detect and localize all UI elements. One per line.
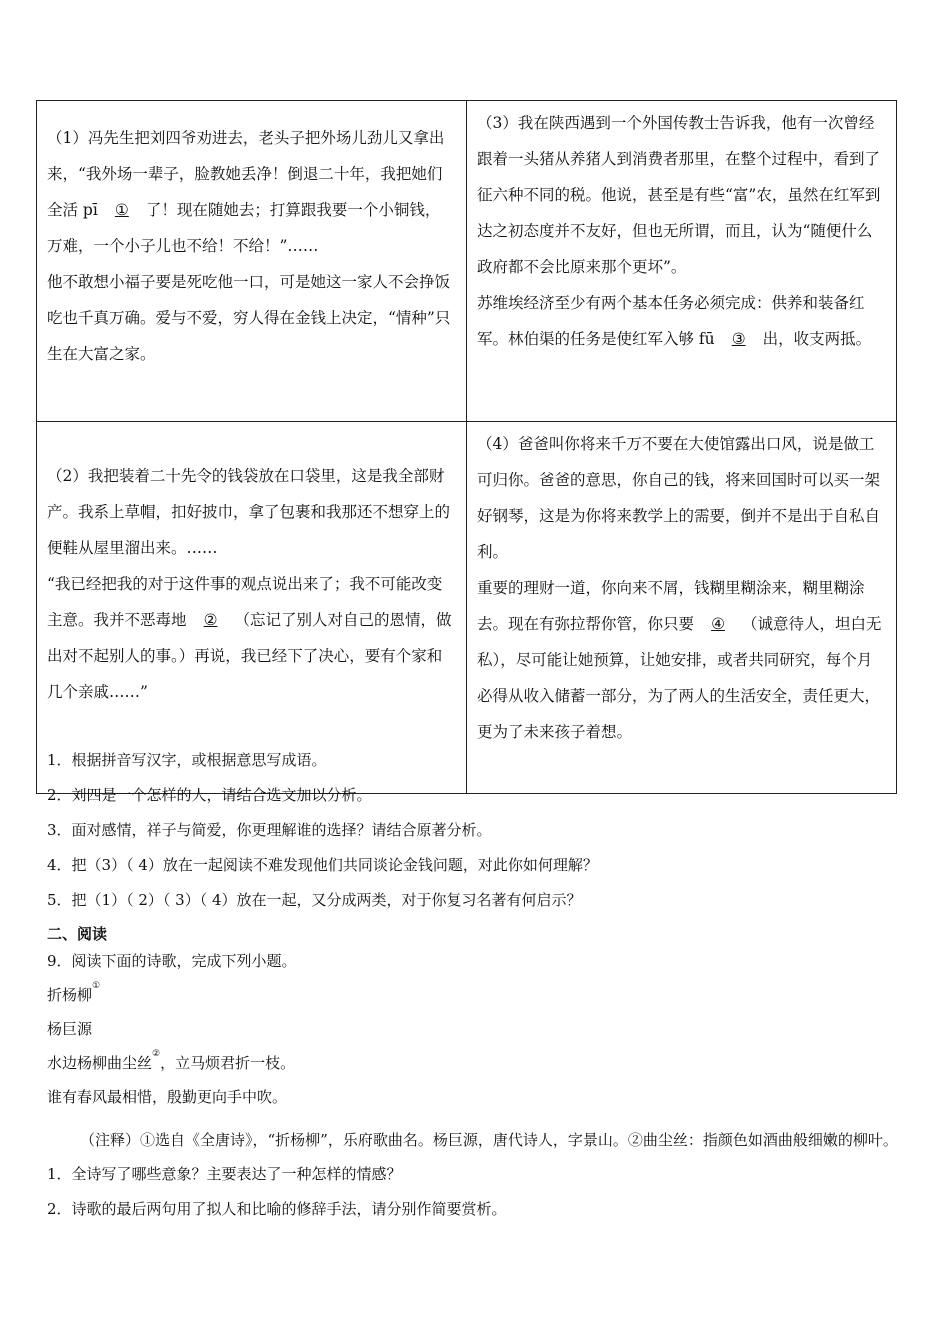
passage-cell-3 xyxy=(467,101,897,422)
poem-line-1b: ，立马烦君折一枝。 xyxy=(160,1054,296,1072)
question-item: 3．面对感情，祥子与简爱，你更理解谁的选择？请结合原著分析。 xyxy=(47,821,492,839)
blank-4: ④ xyxy=(711,615,725,633)
passage-table xyxy=(36,100,897,794)
table-row xyxy=(37,422,897,794)
question-item: 2．刘四是一个怎样的人，请结合选文加以分析。 xyxy=(47,786,372,804)
table-row xyxy=(37,101,897,422)
poem-annotation: （注释）①选自《全唐诗》，“折杨柳”，乐府歌曲名。杨巨源，唐代诗人，字景山。②曲尘丝：指颜色如酒曲般细嫩的柳叶。 xyxy=(80,1131,898,1149)
poem-title-text: 折杨柳 xyxy=(47,986,93,1004)
passage-4-text-c: （诚意待人，坦白无私），尽可能让她预算，让她安排，或者共同研究，每个月必得从收入储蓄一部分，为了两人的生活安全，责任更大，更为了未来孩子着想。 xyxy=(477,615,882,741)
passage-1-text-a: （1）冯先生把刘四爷劝进去，老头子把外场儿劲儿又拿出来，“我外场一辈子，脸教她丢净！倒退二十年，我把她们全活 pī xyxy=(47,129,445,219)
poem-author: 杨巨源 xyxy=(47,1020,93,1038)
blank-3: ③ xyxy=(731,330,746,348)
passage-2-text-c: （忘记了别人对自己的恩情，做出对不起别人的事。）再说，我已经下了决心，要有个家和几个亲戚……” xyxy=(47,611,452,701)
passage-cell-2 xyxy=(37,422,467,794)
poem-line-1a: 水边杨柳曲尘丝 xyxy=(47,1054,153,1072)
poem-line-1 xyxy=(47,1049,917,1083)
passage-1-text-c: 他不敢想小福子要是死吃他一口，可是她这一家人不会挣饭吃也千真万确。爱与不爱，穷人得在金钱上决定，“情种”只生在大富之家。 xyxy=(47,273,451,363)
passage-1-text-b: 了！现在随她去；打算跟我要一个小铜钱，万难，一个小子儿也不给！不给！”…… xyxy=(47,201,441,255)
footnote-mark: ① xyxy=(92,981,101,991)
poem-section xyxy=(47,947,917,1229)
question-list-1 xyxy=(47,745,917,920)
passage-cell-4 xyxy=(467,422,897,794)
question-item: 5．把（1）（ 2）（ 3）（ 4）放在一起，又分成两类，对于你复习名著有何启示？ xyxy=(47,891,582,909)
passage-3-text-b: 苏维埃经济至少有两个基本任务必须完成：供养和装备红军。林伯渠的任务是使红军入够 fū xyxy=(477,294,865,348)
question-item: 1．全诗写了哪些意象？主要表达了一种怎样的情感？ xyxy=(47,1165,402,1183)
passage-3-text-a: （3）我在陕西遇到一个外国传教士告诉我，他有一次曾经跟着一头猪从养猪人到消费者那里，在整个过程中，看到了征六种不同的税。他说，甚至是有些“富”农，虽然在红军到达之初态度并不友好，但也无所谓，而且，认为“随便什么政府都不会比原来那个更坏”。 xyxy=(477,114,881,276)
poem-line-2: 谁有春风最相惜，殷勤更向手中吹。 xyxy=(47,1088,288,1106)
footnote-mark: ② xyxy=(152,1049,161,1059)
poem-title xyxy=(47,981,917,1015)
question-intro: 9．阅读下面的诗歌，完成下列小题。 xyxy=(47,952,297,970)
question-item: 2．诗歌的最后两句用了拟人和比喻的修辞手法，请分别作简要赏析。 xyxy=(47,1200,507,1218)
section-heading: 二、阅读 xyxy=(47,925,108,943)
passage-4-text-a: （4）爸爸叫你将来千万不要在大使馆露出口风，说是做工可归你。爸爸的意思，你自己的钱，将来回国时可以买一架好钢琴，这是为你将来教学上的需要，倒并不是出于自私自利。 xyxy=(477,435,881,561)
passage-cell-1 xyxy=(37,101,467,422)
passage-4-text-b: 重要的理财一道，你向来不屑，钱糊里糊涂来，糊里糊涂去。现在有弥拉帮你管，你只要 xyxy=(477,579,865,633)
passage-3-text-c: 出，收支两抵。 xyxy=(762,330,872,348)
blank-2: ② xyxy=(203,611,218,629)
question-item: 1．根据拼音写汉字，或根据意思写成语。 xyxy=(47,751,327,769)
blank-1: ① xyxy=(114,201,129,219)
passage-2-text-a: （2）我把装着二十先令的钱袋放在口袋里，这是我全部财产。我系上草帽，扣好披巾，拿了包裹和我那还不想穿上的便鞋从屋里溜出来。…… xyxy=(47,467,451,557)
question-item: 4．把（3）（ 4）放在一起阅读不难发现他们共同谈论金钱问题，对此你如何理解？ xyxy=(47,856,598,874)
passage-2-text-b: “我已经把我的对于这件事的观点说出来了；我不可能改变主意。我并不恶毒地 xyxy=(47,575,443,629)
